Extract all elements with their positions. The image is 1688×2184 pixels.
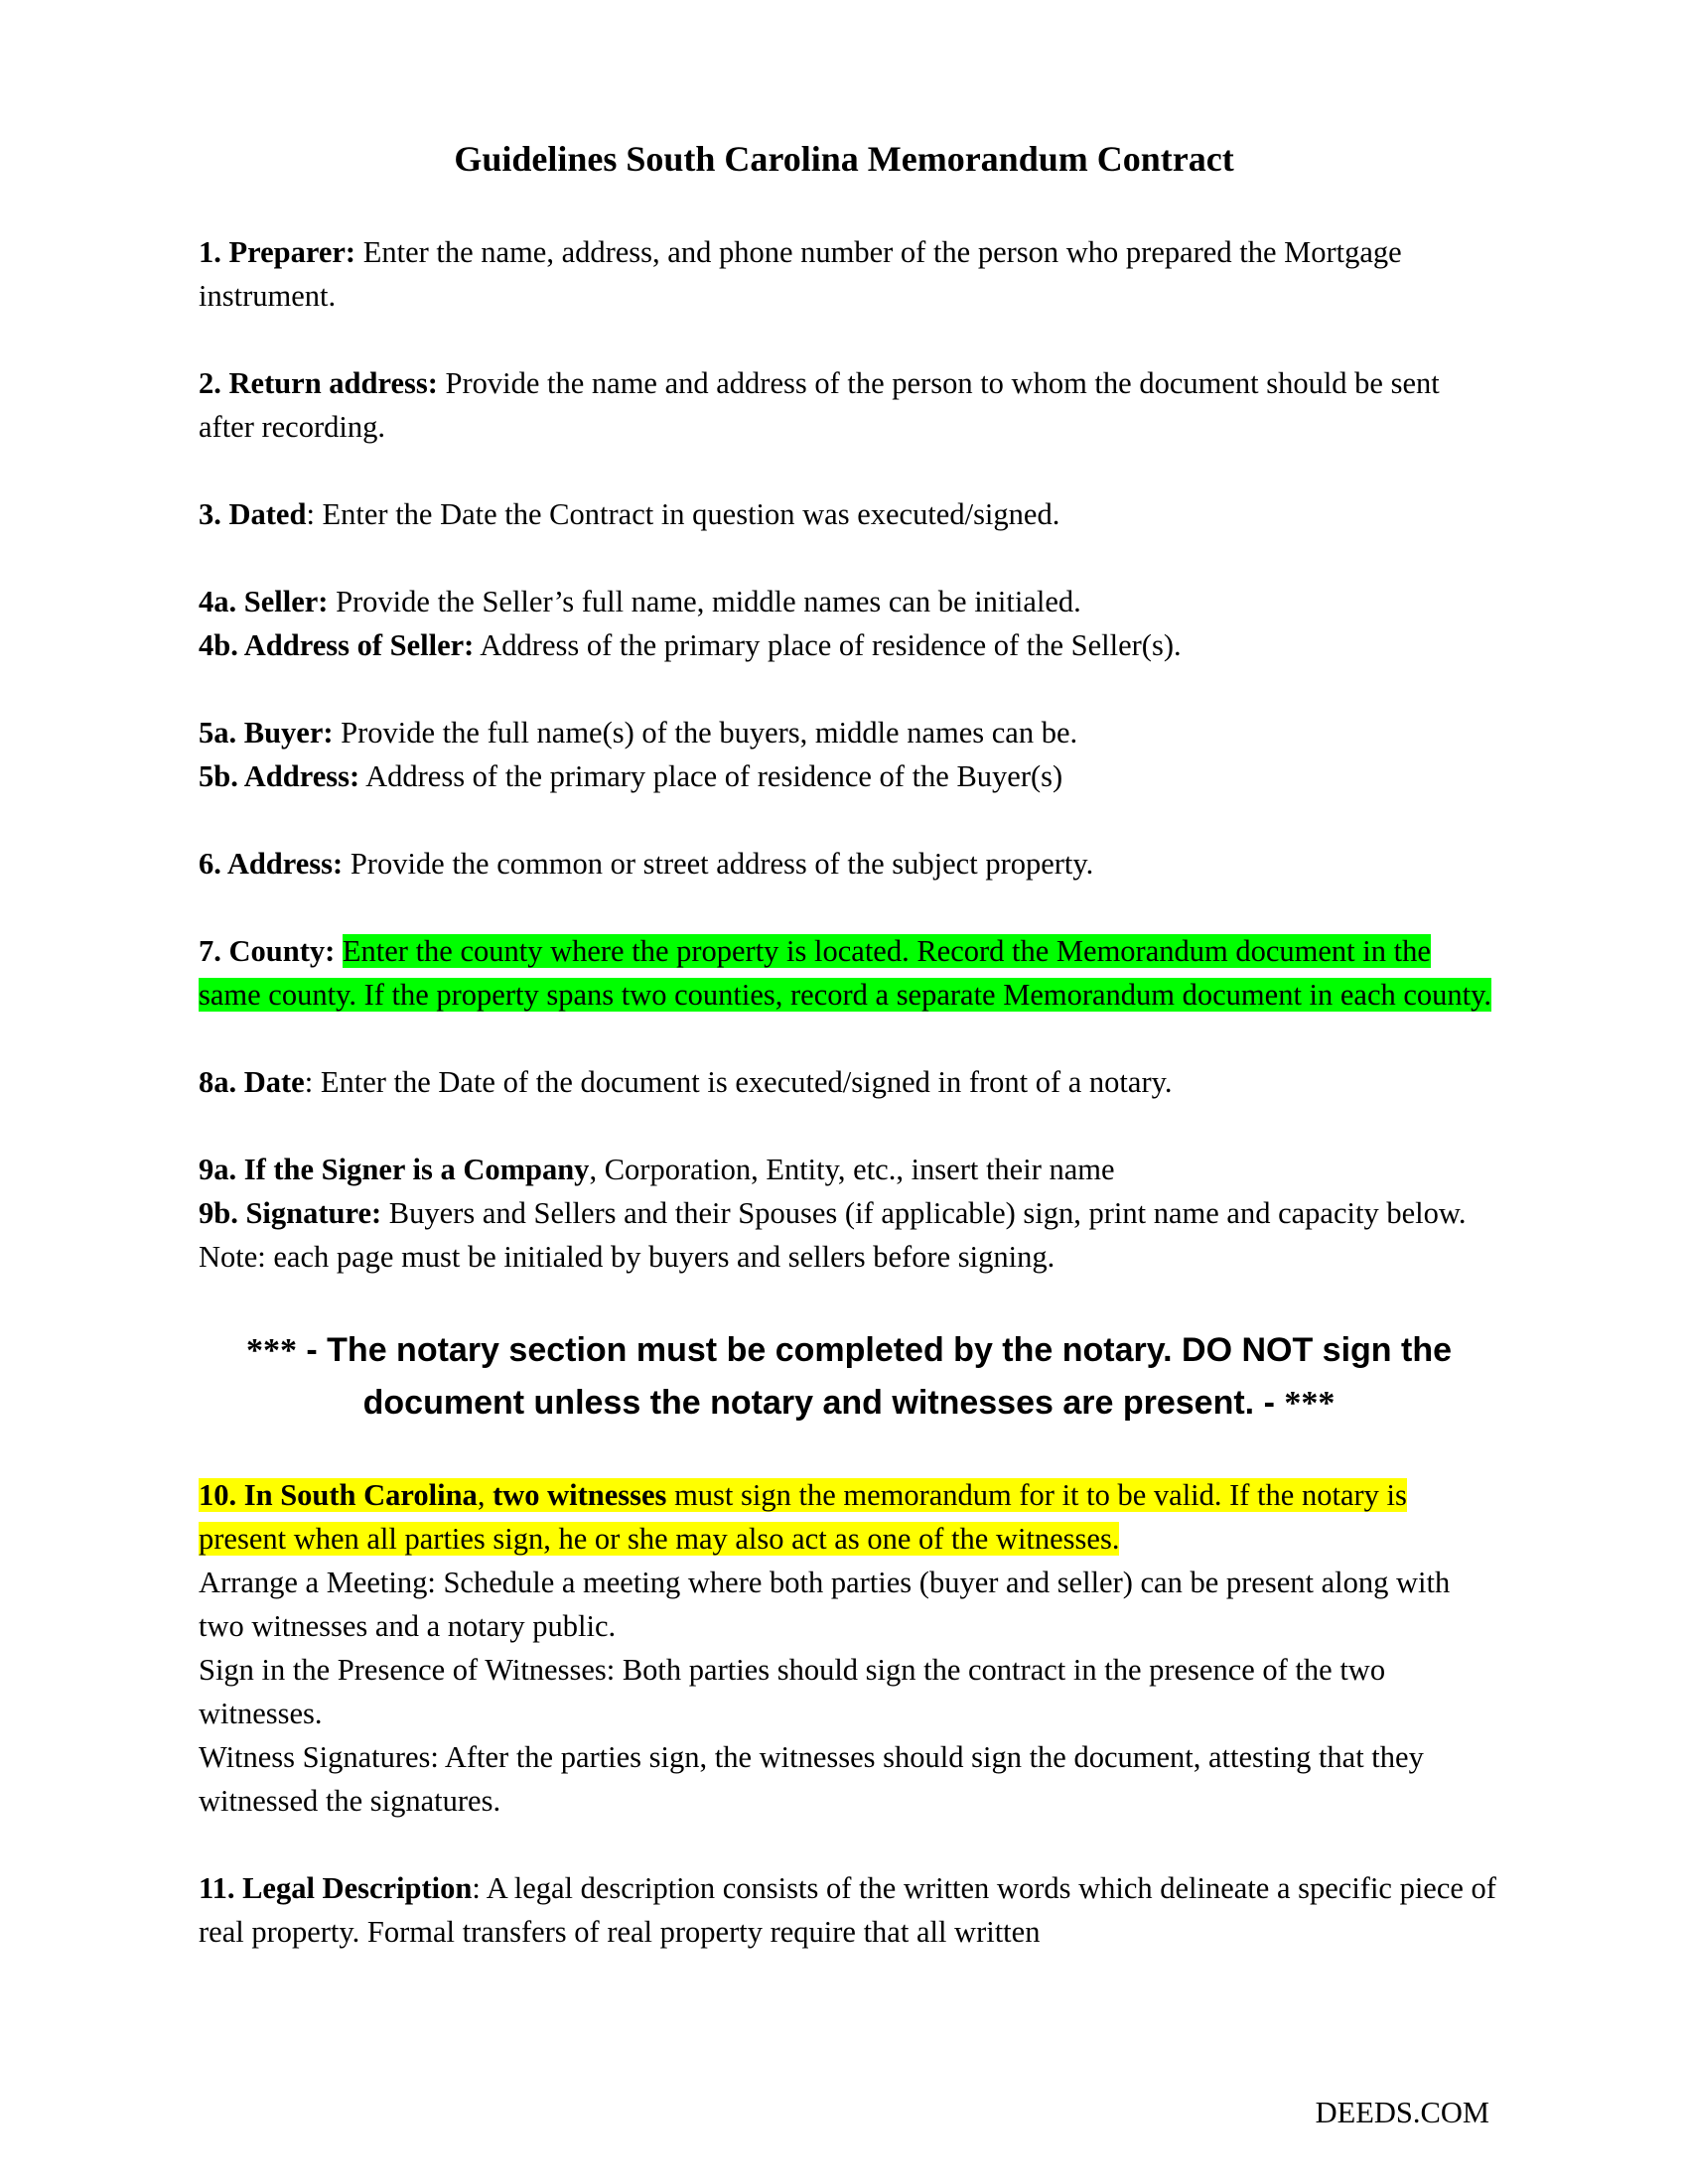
document-body — [199, 230, 1499, 1954]
item-witnesses — [199, 1473, 1499, 1823]
item-label: 7. County: — [199, 934, 336, 968]
witnesses-step-sign: Sign in the Presence of Witnesses: Both parties should sign the contract in the presence of the two witnesses. — [199, 1653, 1386, 1730]
item-text: Provide the name and address of the person to whom the document should be sent after recording. — [199, 366, 1440, 444]
item-text: Address of the primary place of residence of the Seller(s). — [474, 628, 1182, 662]
item-preparer — [199, 230, 1499, 318]
item-label: 4b. Address of Seller: — [199, 628, 475, 662]
notice-stars-open: *** — [245, 1332, 297, 1369]
footer-brand: DEEDS.COM — [1315, 2096, 1489, 2129]
item-label: 3. Dated — [199, 497, 307, 531]
item-text: Provide the full name(s) of the buyers, middle names can be. — [333, 716, 1078, 750]
item-property-address — [199, 842, 1499, 886]
item-text: : Enter the Date of the document is executed/signed in front of a notary. — [304, 1065, 1173, 1099]
item-company-signer — [199, 1148, 1499, 1191]
item-signature — [199, 1191, 1499, 1279]
item-notary-date — [199, 1060, 1499, 1104]
item-label: 6. Address: — [199, 847, 344, 881]
notice-stars-close: *** — [1284, 1385, 1336, 1422]
item-text: Provide the common or street address of the subject property. — [343, 847, 1094, 881]
item-buyer-address — [199, 754, 1499, 798]
item-dated — [199, 492, 1499, 536]
item-text: Buyers and Sellers and their Spouses (if applicable) sign, print name and capacity below. Note: each page must be initialed by buyers and sellers before signing. — [199, 1196, 1467, 1274]
county-highlight-text: Enter the county where the property is located. Record the Memorandum document in the same county. If the property spans two counties, record a separate Memorandum document in each county. — [199, 934, 1492, 1012]
item-text: : A legal description consists of the written words which delineate a specific piece of real property. Formal transfers of real property require that all written — [199, 1871, 1496, 1949]
item-county — [199, 929, 1499, 1017]
witnesses-step-witness-signatures: Witness Signatures: After the parties sign, the witnesses should sign the document, attesting that they witnessed the signatures. — [199, 1740, 1424, 1818]
item-buyer — [199, 711, 1499, 754]
item-label: 11. Legal Description — [199, 1871, 473, 1905]
witnesses-highlight-line — [199, 1473, 1499, 1561]
item-label: 8a. Date — [199, 1065, 305, 1099]
item-label: 10. In South Carolina — [199, 1478, 478, 1512]
notice-text: - The notary section must be completed by the notary. DO NOT sign the document unless the notary and witnesses are present. - — [296, 1331, 1453, 1422]
witnesses-highlight — [199, 1478, 1407, 1556]
item-label: 1. Preparer: — [199, 235, 356, 269]
item-label: 5a. Buyer: — [199, 716, 334, 750]
item-text: : Enter the Date the Contract in question was executed/signed. — [306, 497, 1060, 531]
item-label: 9a. If the Signer is a Company — [199, 1153, 590, 1186]
item-label: 5b. Address: — [199, 759, 360, 793]
item-text: , Corporation, Entity, etc., insert their name — [589, 1153, 1115, 1186]
document-title: Guidelines South Carolina Memorandum Contract — [454, 139, 1234, 179]
item-label: 4a. Seller: — [199, 585, 329, 618]
witnesses-step-meeting: Arrange a Meeting: Schedule a meeting where both parties (buyer and seller) can be present along with two witnesses and a notary public. — [199, 1566, 1451, 1643]
item-label: 9b. Signature: — [199, 1196, 382, 1230]
item-return-address — [199, 361, 1499, 449]
witnesses-comma: , — [477, 1478, 493, 1512]
witnesses-bold-part: two witnesses — [492, 1478, 667, 1512]
item-label: 2. Return address: — [199, 366, 438, 400]
item-text: Enter the name, address, and phone number of the person who prepared the Mortgage instrument. — [199, 235, 1402, 313]
item-seller — [199, 580, 1499, 623]
notary-notice — [199, 1322, 1499, 1430]
item-text: Provide the Seller’s full name, middle names can be initialed. — [328, 585, 1081, 618]
item-legal-description — [199, 1866, 1499, 1954]
item-seller-address — [199, 623, 1499, 667]
item-text: must sign the memorandum for it to be valid. If the notary is present when all parties sign, he or she may also act as one of the witnesses. — [199, 1478, 1407, 1556]
item-text: Address of the primary place of residence of the Buyer(s) — [359, 759, 1063, 793]
